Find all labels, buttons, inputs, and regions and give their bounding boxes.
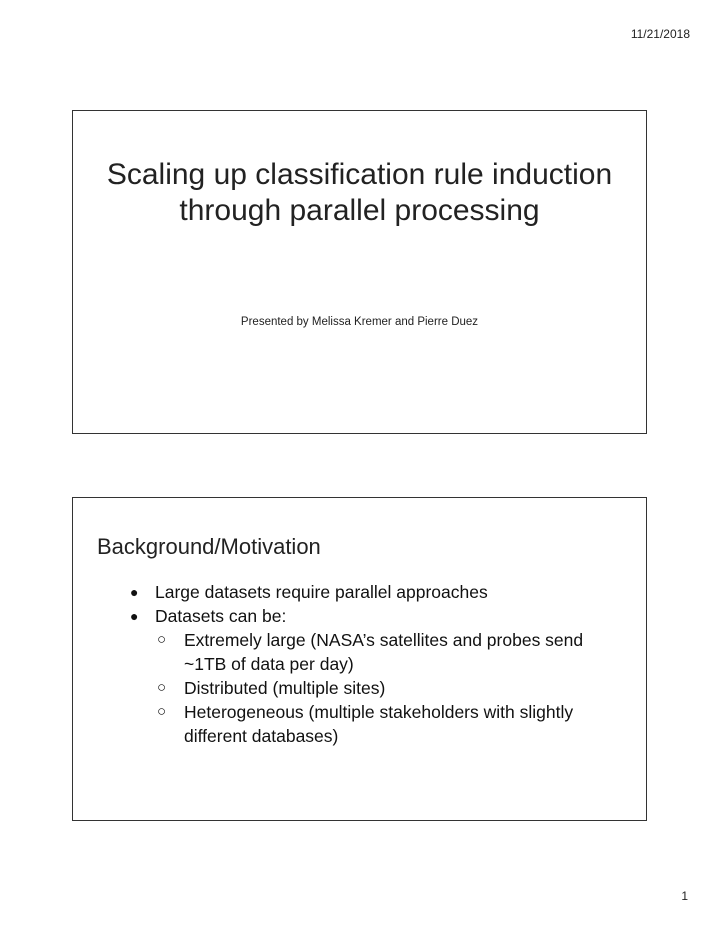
bullet-circle-icon: ○ [157, 679, 167, 696]
section-heading: Background/Motivation [97, 534, 321, 559]
bullet-dot-icon: ● [130, 608, 139, 624]
sub-bullet-list [155, 628, 607, 748]
sub-bullet-item [155, 676, 607, 700]
slide-subtitle: Presented by Melissa Kremer and Pierre Duez [240, 316, 479, 328]
page-date: 11/21/2018 [630, 27, 690, 41]
bullet-dot-icon: ● [130, 584, 139, 600]
bullet-item [127, 604, 607, 748]
title-slide [72, 110, 647, 434]
bullet-circle-icon: ○ [157, 631, 167, 648]
bullet-list [127, 580, 607, 748]
bullet-item [127, 580, 607, 604]
sub-bullet-item [155, 628, 607, 676]
sub-bullet-text: Distributed (multiple sites) [184, 678, 386, 698]
sub-bullet-text: Extremely large (NASA’s satellites and probes send ~1TB of data per day) [184, 630, 584, 674]
sub-bullet-text: Heterogeneous (multiple stakeholders with slightly different databases) [184, 702, 574, 746]
bullet-circle-icon: ○ [157, 703, 167, 720]
background-slide [72, 497, 647, 821]
sub-bullet-item [155, 700, 607, 748]
page-number: 1 [681, 889, 688, 903]
bullet-text: Datasets can be: [155, 606, 287, 626]
slide-title: Scaling up classification rule induction through parallel processing [106, 158, 613, 227]
bullet-text: Large datasets require parallel approaches [155, 582, 488, 602]
